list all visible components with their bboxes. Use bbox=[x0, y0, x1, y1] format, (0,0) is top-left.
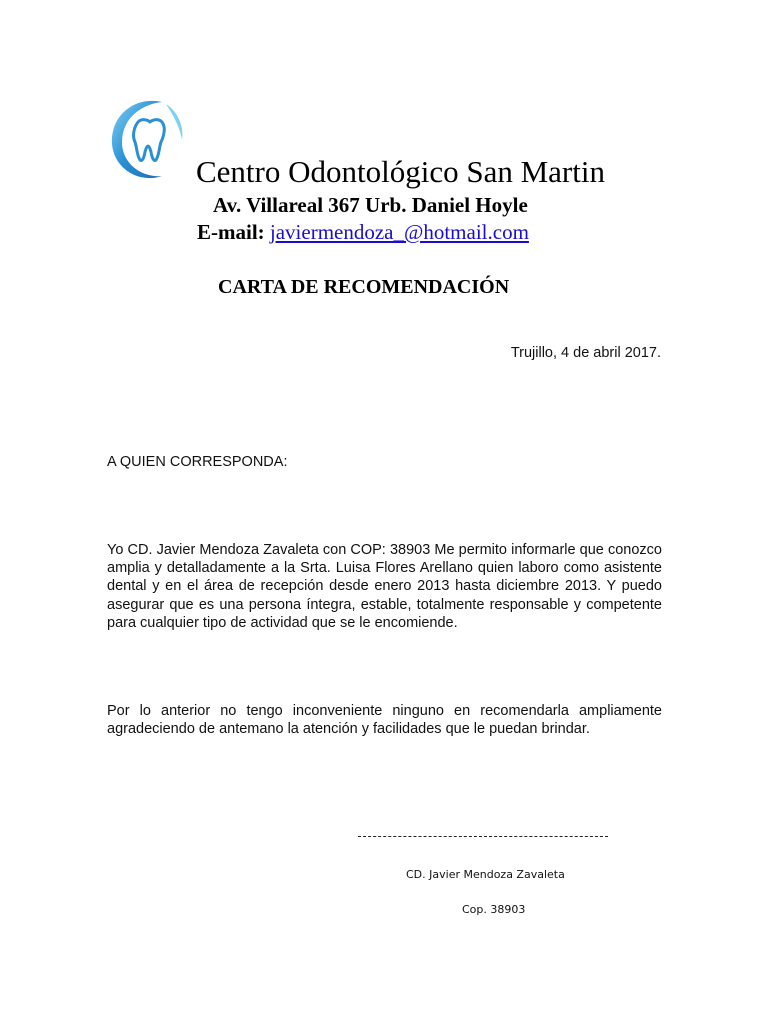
letter-paragraph: Por lo anterior no tengo inconveniente ninguno en recomendarla ampliamente agradeciendo de antemano la atención y facilidades que le puedan brindar. bbox=[107, 703, 662, 738]
letter-salutation: A QUIEN CORRESPONDA: bbox=[107, 454, 288, 470]
letter-title: CARTA DE RECOMENDACIÓN bbox=[218, 276, 510, 298]
signature-line bbox=[358, 836, 608, 837]
letter-date: Trujillo, 4 de abril 2017. bbox=[510, 345, 661, 361]
signature-name: CD. Javier Mendoza Zavaleta bbox=[406, 868, 565, 881]
tooth-logo-icon bbox=[104, 94, 188, 184]
organization-name: Centro Odontológico San Martin bbox=[196, 154, 605, 189]
email-label: E-mail: bbox=[197, 220, 265, 244]
email-link[interactable]: javiermendoza_@hotmail.com bbox=[269, 220, 529, 244]
organization-address: Av. Villareal 367 Urb. Daniel Hoyle bbox=[213, 193, 528, 217]
letter-paragraph: Yo CD. Javier Mendoza Zavaleta con COP: 38903 Me permito informarle que conozco amplia y detalladamente a la Srta. Luisa Flores Arellano quien laboro como asistente dental y en el área de recepción desde enero 2013 hasta diciembre 2013. Y puedo asegurar que es una persona íntegra, estable, totalmente responsable y competente para cualquier tipo de actividad que se le encomiende. bbox=[107, 542, 662, 631]
signature-cop: Cop. 38903 bbox=[462, 903, 526, 916]
email-line bbox=[197, 218, 529, 246]
